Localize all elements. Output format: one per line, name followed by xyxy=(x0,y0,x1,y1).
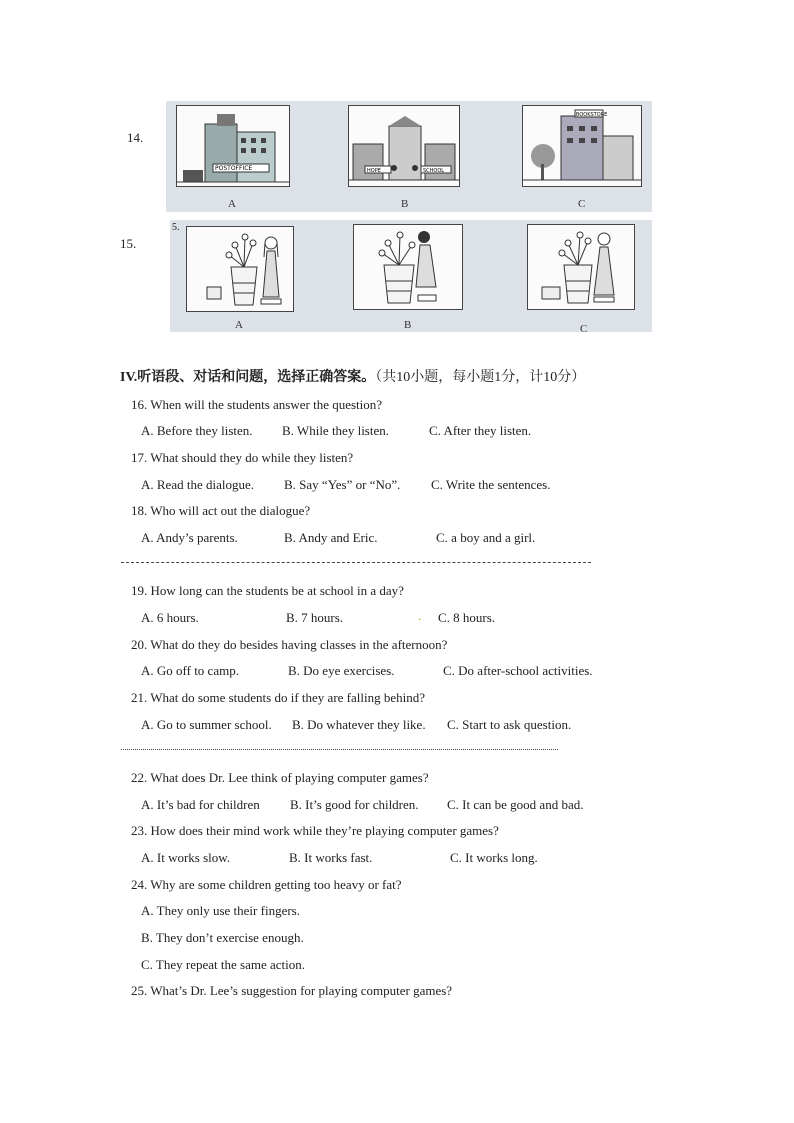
q17-option-c: C. Write the sentences. xyxy=(431,477,551,492)
q14-picture-strip xyxy=(166,101,652,212)
section-heading xyxy=(120,366,585,386)
q24-option-b: B. They don’t exercise enough. xyxy=(141,930,304,945)
post-office-building-icon xyxy=(177,106,289,186)
q17-option-b: B. Say “Yes” or “No”. xyxy=(284,477,401,492)
q23-option-a: A. It works slow. xyxy=(141,850,231,865)
q20-option-b: B. Do eye exercises. xyxy=(288,663,395,678)
q24-option-c: C. They repeat the same action. xyxy=(141,957,306,972)
q22-option-a: A. It’s bad for children xyxy=(141,797,260,812)
q15-picture-strip xyxy=(170,220,652,335)
separator-line xyxy=(121,749,558,750)
q21-option-c: C. Start to ask question. xyxy=(447,717,572,732)
girl-beside-flowerpot-icon xyxy=(528,225,634,309)
question-18: 18. Who will act out the dialogue? xyxy=(131,503,311,518)
svg-text:BOOKSTORE: BOOKSTORE xyxy=(576,112,608,118)
q15-picture-c xyxy=(527,224,635,335)
q19-option-c: C. 8 hours. xyxy=(438,610,496,625)
question-22: 22. What does Dr. Lee think of playing computer games? xyxy=(131,770,429,785)
question-number-15: 15. xyxy=(120,236,137,251)
q15-corner-number: 5. xyxy=(172,222,180,233)
question-25: 25. What’s Dr. Lee’s suggestion for playing computer games? xyxy=(131,983,453,998)
q20-option-a: A. Go off to camp. xyxy=(141,663,239,678)
q19-option-a: A. 6 hours. xyxy=(141,610,199,625)
q19-option-b: B. 7 hours. xyxy=(286,610,344,625)
option-label: A xyxy=(228,198,236,210)
option-label: B xyxy=(401,198,409,210)
q16-option-a: A. Before they listen. xyxy=(141,423,253,438)
girl-watering-flowers-icon xyxy=(354,225,462,309)
q18-option-c: C. a boy and a girl. xyxy=(436,530,536,545)
q22-option-b: B. It’s good for children. xyxy=(290,797,419,812)
question-17: 17. What should they do while they listen? xyxy=(131,450,354,465)
q14-picture-c xyxy=(522,105,642,210)
q21-option-b: B. Do whatever they like. xyxy=(292,717,426,732)
q17-option-a: A. Read the dialogue. xyxy=(141,477,254,492)
stray-mark: . xyxy=(418,608,422,623)
question-20: 20. What do they do besides having classes in the afternoon? xyxy=(131,637,448,652)
svg-text:HOPE: HOPE xyxy=(367,168,381,174)
q23-option-b: B. It works fast. xyxy=(289,850,373,865)
q18-option-a: A. Andy’s parents. xyxy=(141,530,238,545)
question-19: 19. How long can the students be at school in a day? xyxy=(131,583,404,598)
svg-text:POSTOFFICE: POSTOFFICE xyxy=(215,165,253,172)
q24-option-a: A. They only use their fingers. xyxy=(141,903,300,918)
question-16: 16. When will the students answer the question? xyxy=(131,397,383,412)
q21-option-a: A. Go to summer school. xyxy=(141,717,272,732)
option-label: C xyxy=(580,323,588,335)
question-number-14: 14. xyxy=(127,130,144,145)
school-building-icon xyxy=(349,106,459,186)
q18-option-b: B. Andy and Eric. xyxy=(284,530,378,545)
svg-text:SCHOOL: SCHOOL xyxy=(423,168,445,174)
separator-line xyxy=(121,562,591,563)
section-title: 听语段、对话和问题，选择正确答案。 xyxy=(137,370,376,385)
q15-picture-a xyxy=(186,226,294,331)
question-24: 24. Why are some children getting too heavy or fat? xyxy=(131,877,402,892)
option-label: B xyxy=(404,319,412,331)
q16-option-c: C. After they listen. xyxy=(429,423,532,438)
q14-picture-a xyxy=(176,105,290,210)
q20-option-c: C. Do after-school activities. xyxy=(443,663,593,678)
q15-picture-b xyxy=(353,224,463,331)
section-note: （共10小题，每小题1分，计10分） xyxy=(375,370,586,385)
option-label: A xyxy=(235,319,243,331)
option-label: C xyxy=(578,198,586,210)
q22-option-c: C. It can be good and bad. xyxy=(447,797,584,812)
question-23: 23. How does their mind work while they’re playing computer games? xyxy=(131,823,499,838)
question-21: 21. What do some students do if they are falling behind? xyxy=(131,690,425,705)
bookstore-building-icon xyxy=(523,106,641,186)
q16-option-b: B. While they listen. xyxy=(282,423,389,438)
girl-with-flowerpot-icon xyxy=(187,227,293,311)
q23-option-c: C. It works long. xyxy=(450,850,538,865)
section-number: IV. xyxy=(120,370,138,385)
q14-picture-b xyxy=(348,105,460,210)
